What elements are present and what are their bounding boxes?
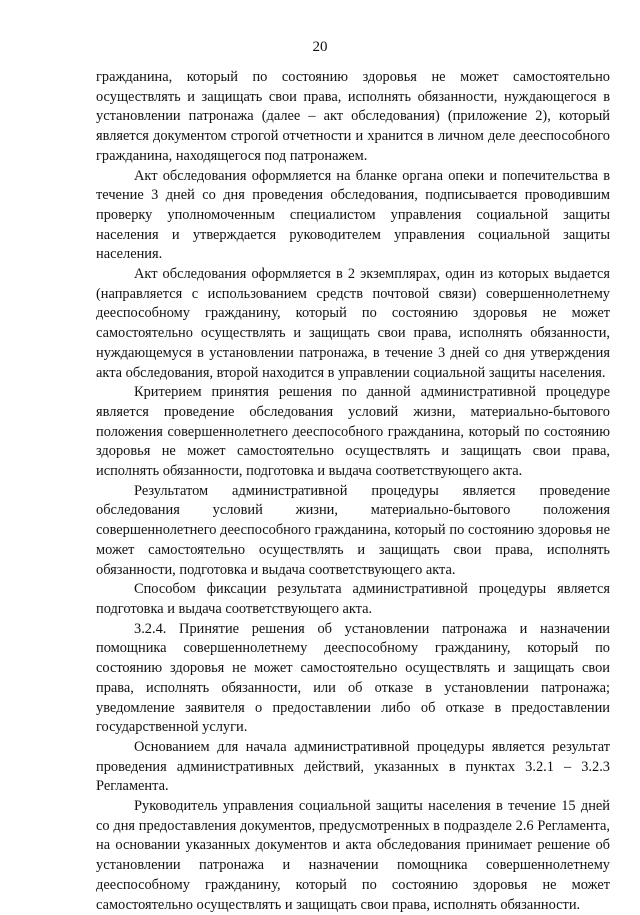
paragraph-result-fixation: Способом фиксации результата административной процедуры является подготовка и выдача соответствующего акта. — [96, 581, 610, 617]
paragraph-act-copies: Акт обследования оформляется в 2 экземплярах, один из которых выдается (направляется с использованием средств почтовой связи) совершеннолетнему дееспособному гражданину, который по состоянию здоровья не может самостоятельно осуществлять и защищать свои права, исполнять обязанности, нуждающемуся в установлении патронажа, в течение 3 дней со дня утверждения акта обследования, второй находится в управлении социальной защиты населения. — [96, 266, 610, 381]
paragraph-act-continuation: гражданина, который по состоянию здоровья не может самостоятельно осуществлять и защищать свои права, исполнять обязанности, нуждающегося в установлении патронажа (далее – акт обследования) (приложение 2), который является документом строгой отчетности и хранится в личном деле дееспособного гражданина, находящегося под патронажем. — [96, 69, 610, 164]
body-text — [96, 68, 610, 915]
paragraph-act-form: Акт обследования оформляется на бланке органа опеки и попечительства в течение 3 дней со дня проведения обследования, подписывается проводившим проверку уполномоченным специалистом управления социальной защиты населения и утверждается руководителем управления социальной защиты населения. — [96, 167, 610, 263]
paragraph-section-3-2-4: 3.2.4. Принятие решения об установлении патронажа и назначении помощника совершеннолетнему дееспособному гражданину, который по состоянию здоровья не может самостоятельно осуществлять и защищать свои права, исполнять обязанности, или об отказе в установлении патронажа; уведомление заявителя о предоставлении либо об отказе в предоставлении государственной услуги. — [96, 620, 610, 736]
paragraph-decision-criterion: Критерием принятия решения по данной административной процедуре является проведение обследования условий жизни, материально-бытового положения совершеннолетнего дееспособного гражданина, который по состоянию здоровья не может самостоятельно осуществлять и защищать свои права, исполнять обязанности, подготовка и выдача соответствующего акта. — [96, 384, 610, 480]
page-number: 20 — [312, 39, 328, 55]
paragraph-head-decision: Руководитель управления социальной защиты населения в течение 15 дней со дня предоставления документов, предусмотренных в подразделе 2.6 Регламента, на основании указанных документов и акта обследования принимает решение об установлении патронажа и назначении помощника совершеннолетнему дееспособному гражданину, который по состоянию здоровья не может самостоятельно осуществлять и защищать свои права, исполнять обязанности. — [96, 798, 610, 913]
paragraph-procedure-result: Результатом административной процедуры является проведение обследования условий жизни, материально-бытового положения совершеннолетнего дееспособного гражданина, который по состоянию здоровья не может самостоятельно осуществлять и защищать свои права, исполнять обязанности, подготовка и выдача соответствующего акта. — [96, 482, 610, 578]
paragraph-procedure-basis: Основанием для начала административной процедуры является результат проведения административных действий, указанных в пунктах 3.2.1 – 3.2.3 Регламента. — [96, 738, 610, 795]
